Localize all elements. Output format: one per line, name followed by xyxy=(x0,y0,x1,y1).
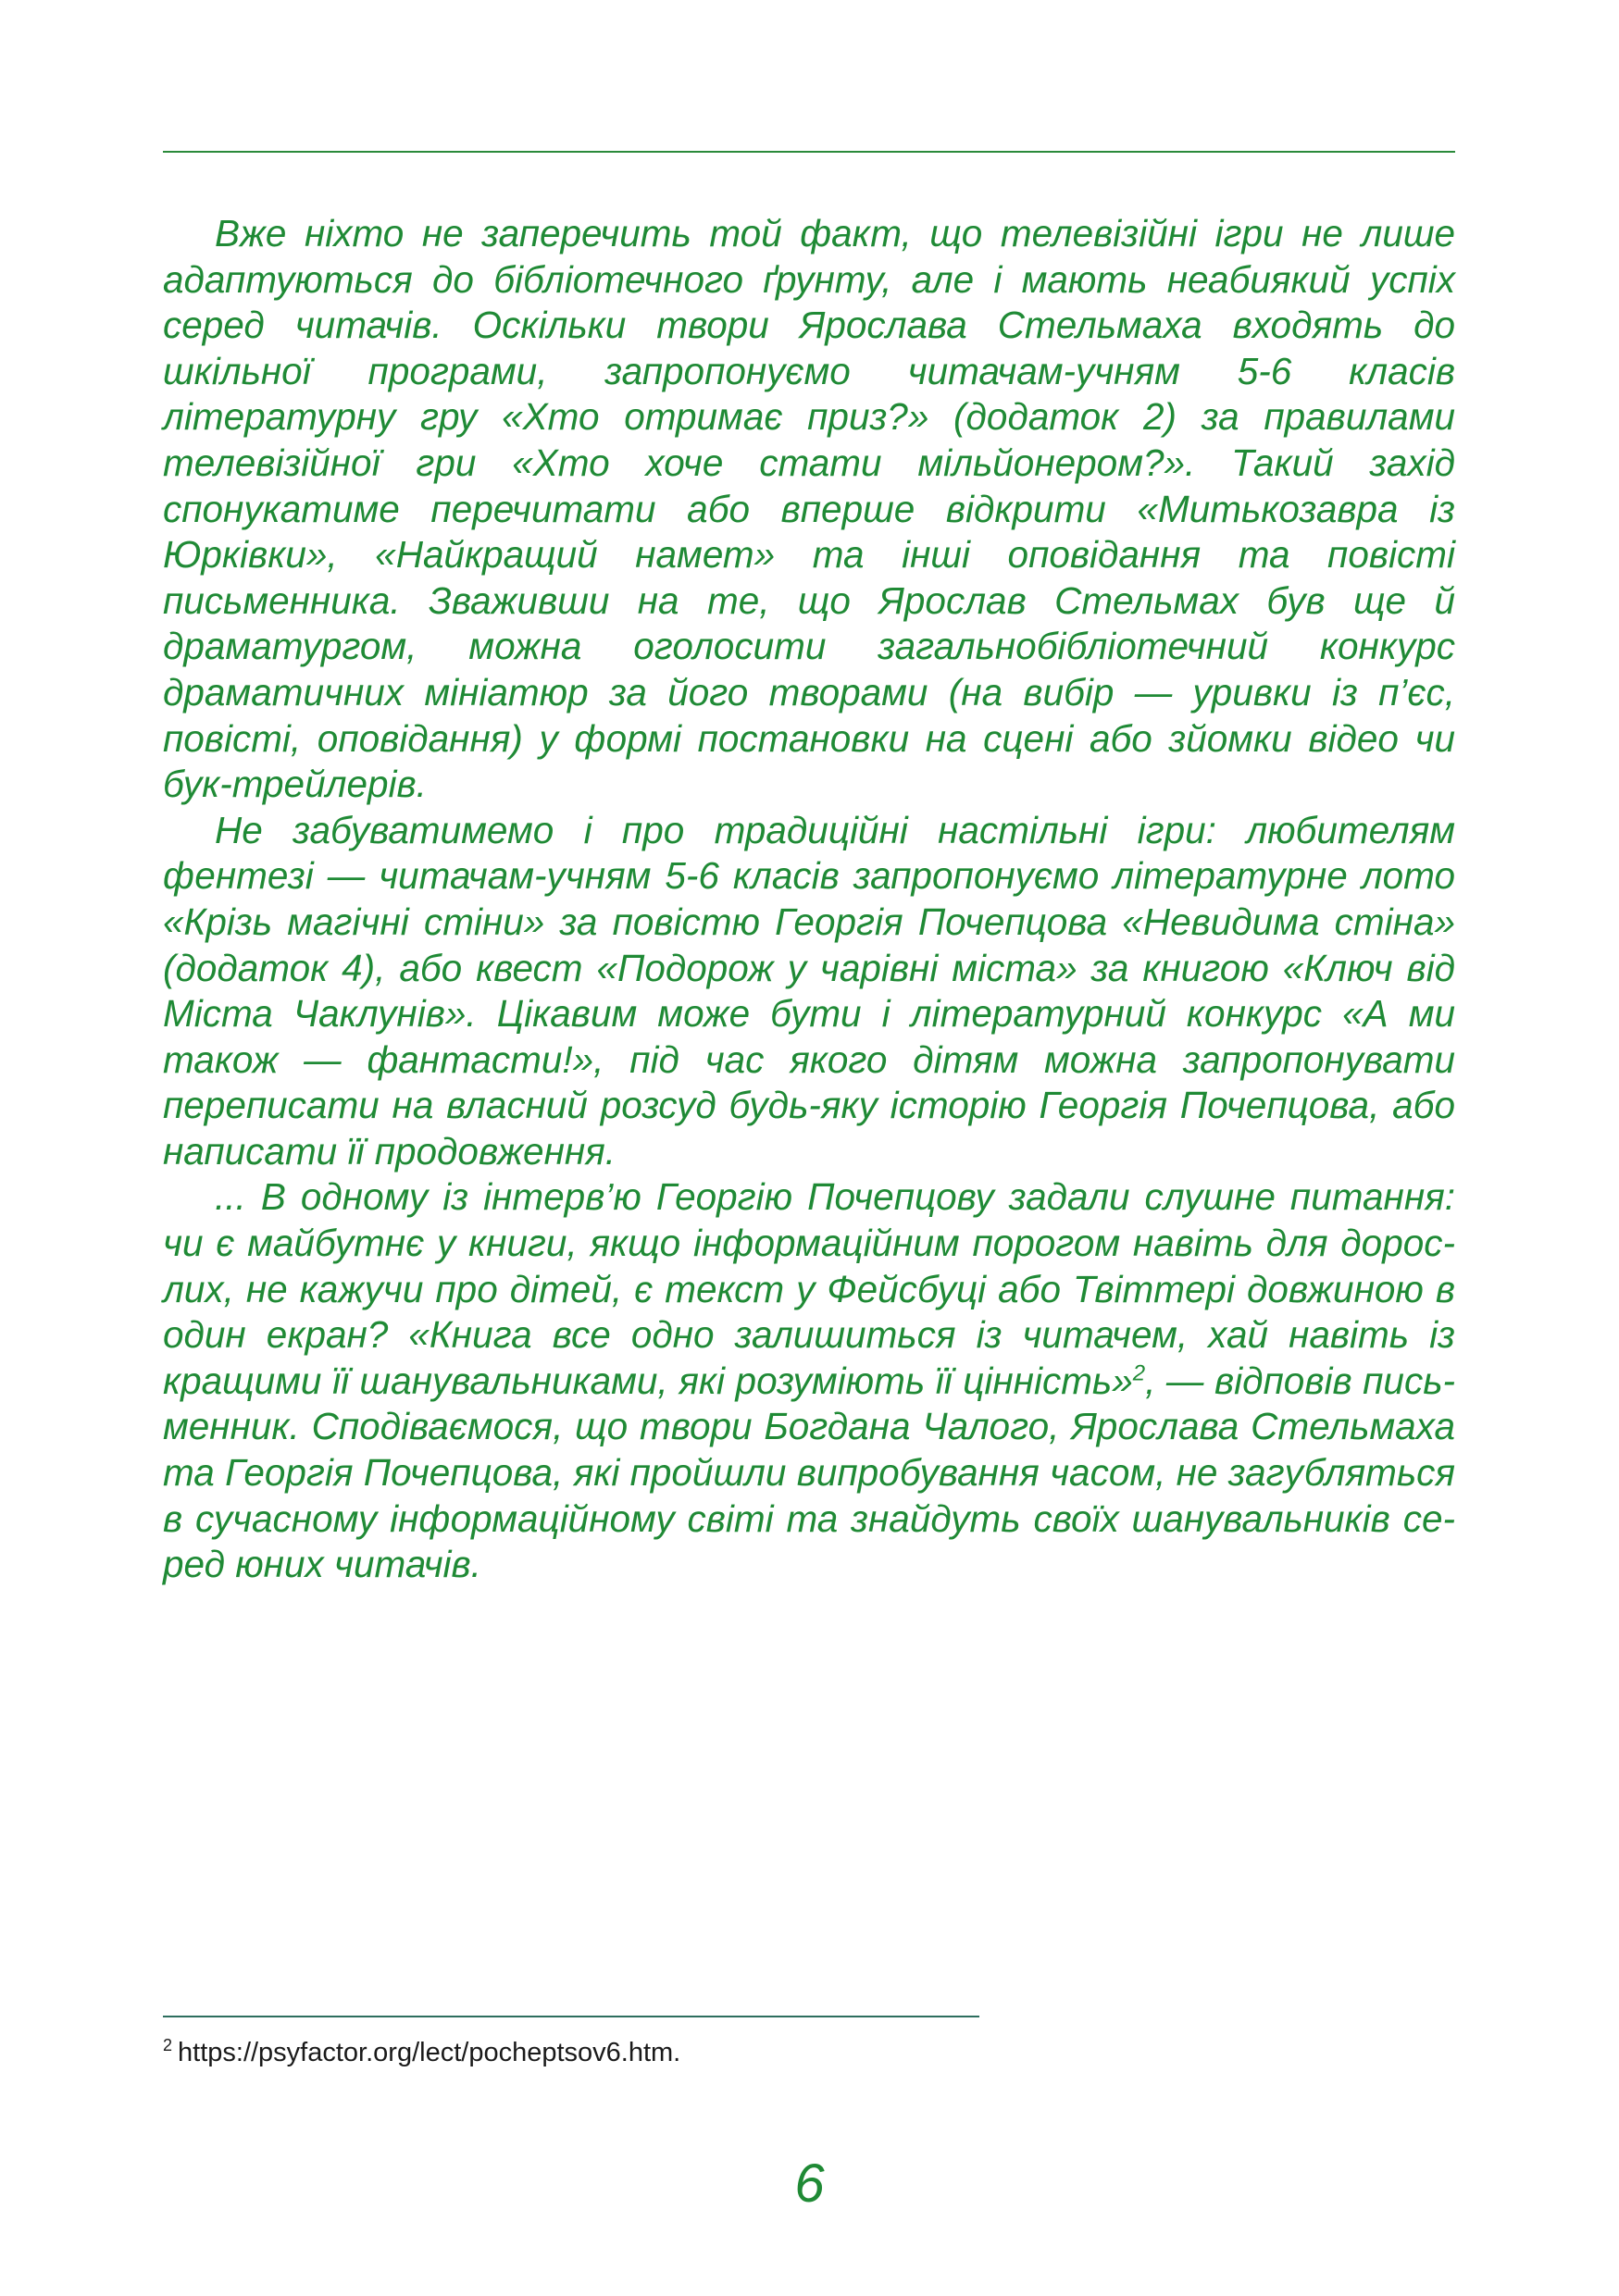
footnote-rule xyxy=(163,2016,979,2017)
page-number: 6 xyxy=(794,2153,825,2214)
footnote-reference[interactable]: 2 xyxy=(1132,1360,1146,1386)
paragraph-1: Вже ніхто не заперечить той факт, що телевізійні ігри не лише адаптуються до бібліотечного ґрунту, але і мають неабиякий успіх серед читачів. Оскільки твори Ярослава Стельмаха входять до шкільної програми, запропонуємо читачам-учням 5-6 класів літературну гру «Хто отримає приз?» (додаток 2) за правилами телевізійної гри «Хто хоче стати мільйонером?». Такий захід спонукатиме перечитати або вперше відкрити «Митькозавра із Юрківки», «Найкращий намет» та інші оповідання та повісті письменника. Зваживши на те, що Ярослав Стельмах був ще й драматургом, можна оголосити загальнобібліотечний конкурс драматичних мініатюр за його творами (на вибір — уривки із п’єс, повісті, оповідання) у формі постановки на сцені або зйомки відео чи бук-трейлерів. xyxy=(163,212,1455,806)
header-rule xyxy=(163,151,1455,153)
paragraph-3-tail: , — відповів письменник. Сподіваємося, що твори Богдана Чалого, Ярослава Стельмаха та Георгія Почепцова, які пройшли випробування часом, не загубляться в сучасному інформаційному світі та знайдуть своїх шанувальників серед юних читачів. xyxy=(163,1359,1456,1586)
body-text xyxy=(163,211,1455,1588)
paragraph-3-text: ... В одному із інтерв’ю Георгію Почепцову задали слушне питання: чи є майбутнє у книги, якщо інформаційним порогом навіть для дорослих, не кажучи про дітей, є текст у Фейсбуці або Твіттері довжиною в один екран? «Книга все одно залишиться із читачем, хай навіть із кращими її шанувальниками, які розуміють її цінність» xyxy=(163,1175,1455,1402)
footnote-link[interactable]: https://psyfactor.org/lect/pocheptsov6.htm. xyxy=(178,2038,681,2067)
paragraph-3 xyxy=(163,1174,1455,1587)
paragraph-2: Не забуватимемо і про традиційні настільні ігри: любителям фентезі — читачам-учням 5-6 класів запропонуємо літературне лото «Крізь магічні стіни» за повістю Георгія Почепцова «Невидима стіна» (додаток 4), або квест «Подорож у чарівні міста» за книгою «Ключ від Міста Чаклунів». Цікавим може бути і літературний конкурс «А ми також — фантасти!», під час якого дітям можна запропонувати переписати на власний розсуд будь-яку історію Георгія Почепцова, або написати її продовження. xyxy=(163,808,1455,1173)
footnote xyxy=(163,2036,1455,2069)
footnote-mark: 2 xyxy=(163,2036,173,2055)
